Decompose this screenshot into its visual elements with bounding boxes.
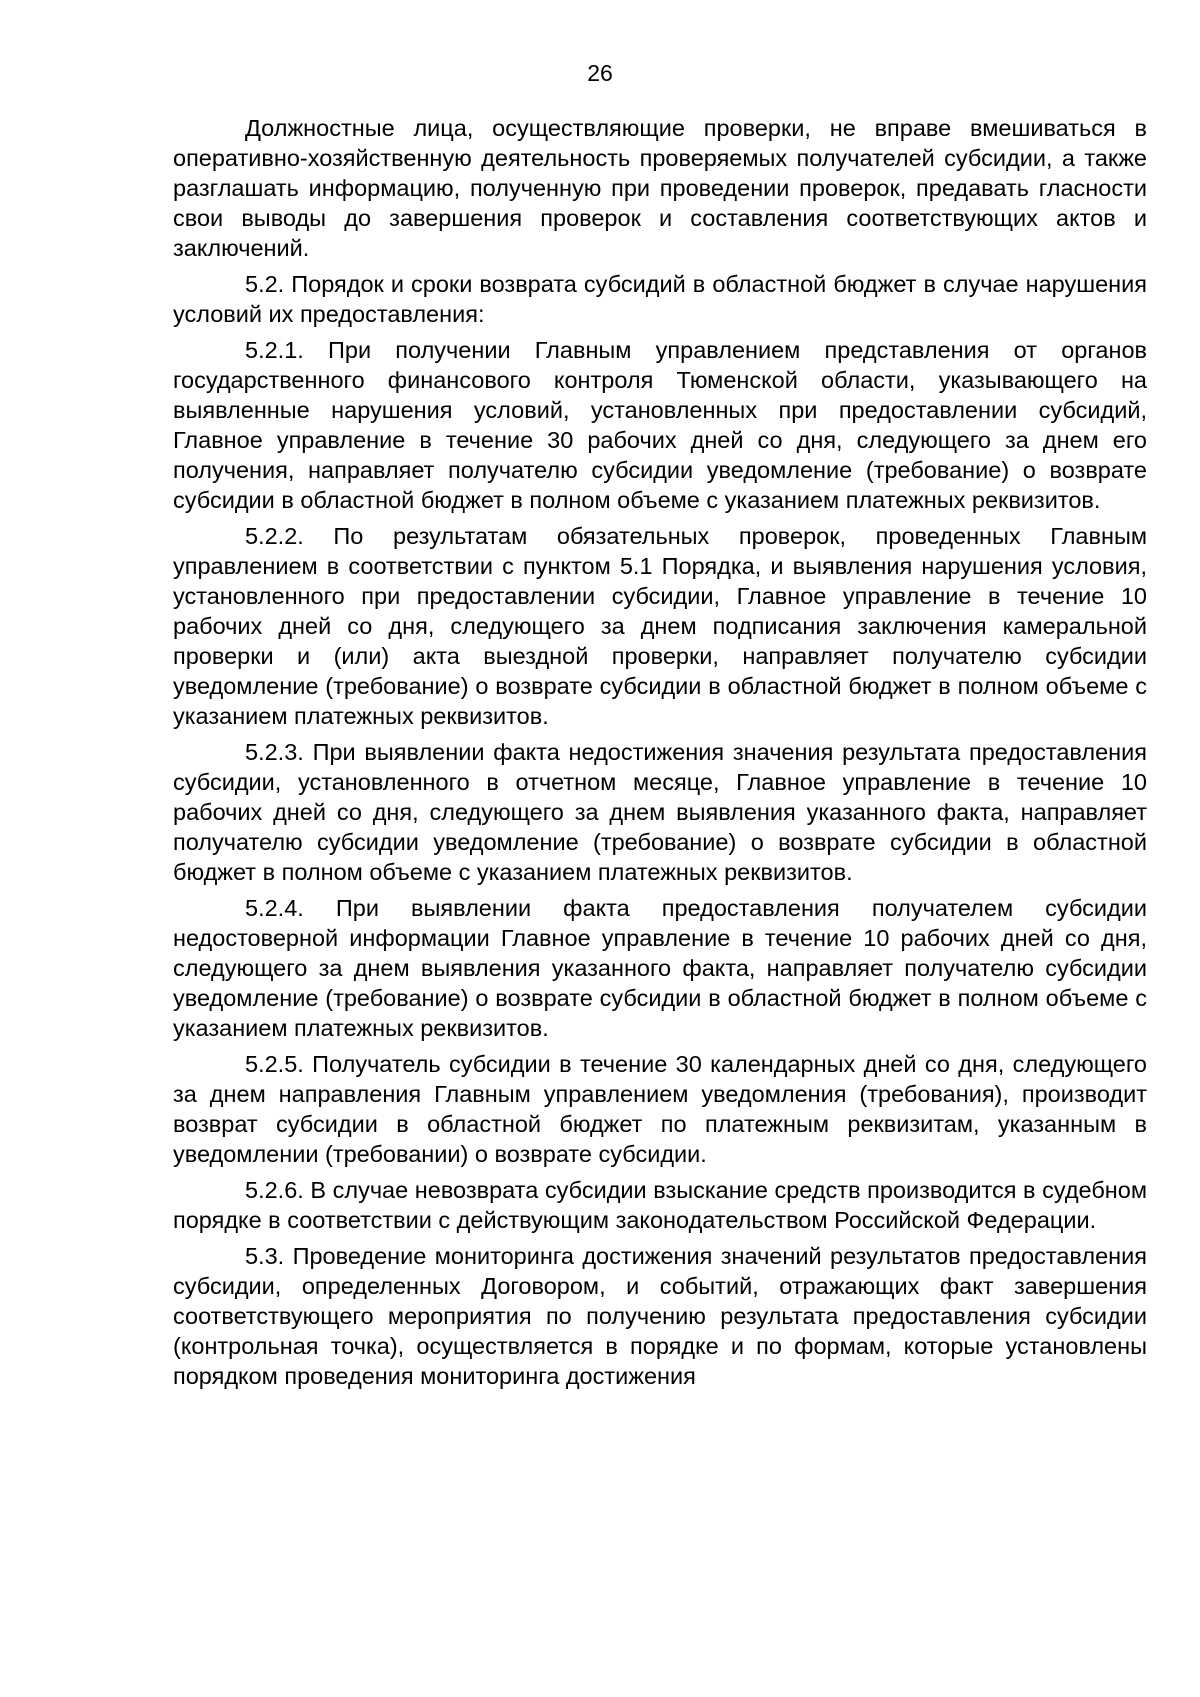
paragraph-5-3: 5.3. Проведение мониторинга достижения значений результатов предоставления субсидии, определенных Договором, и событий, отражающих факт завершения соответствующего мероприятия по получению результата предоставления субсидии (контрольная точка), осуществляется в порядке и по формам, которые установлены порядком проведения мониторинга достижения — [173, 1243, 1147, 1389]
paragraph-5-2-3: 5.2.3. При выявлении факта недостижения значения результата предоставления субсидии, установленного в отчетном месяце, Главное управление в течение 10 рабочих дней со дня, следующего за днем выявления указанного факта, направляет получателю субсидии уведомление (требование) о возврате субсидии в областной бюджет в полном объеме с указанием платежных реквизитов. — [173, 739, 1147, 885]
page-number: 26 — [587, 60, 613, 86]
paragraph-5-2-2: 5.2.2. По результатам обязательных проверок, проведенных Главным управлением в соответствии с пунктом 5.1 Порядка, и выявления нарушения условия, установленного при предоставлении субсидии, Главное управление в течение 10 рабочих дней со дня, следующего за днем подписания заключения камеральной проверки и (или) акта выездной проверки, направляет получателю субсидии уведомление (требование) о возврате субсидии в областной бюджет в полном объеме с указанием платежных реквизитов. — [173, 523, 1147, 729]
paragraph-5-2-1: 5.2.1. При получении Главным управлением представления от органов государственного финансового контроля Тюменской области, указывающего на выявленные нарушения условий, установленных при предоставлении субсидий, Главное управление в течение 30 рабочих дней со дня, следующего за днем его получения, направляет получателю субсидии уведомление (требование) о возврате субсидии в областной бюджет в полном объеме с указанием платежных реквизитов. — [173, 337, 1147, 513]
paragraph-officials-restrictions: Должностные лица, осуществляющие проверки, не вправе вмешиваться в оперативно-хозяйственную деятельность проверяемых получателей субсидии, а также разглашать информацию, полученную при проведении проверок, предавать гласности свои выводы до завершения проверок и составления соответствующих актов и заключений. — [173, 115, 1147, 261]
paragraph-5-2-5: 5.2.5. Получатель субсидии в течение 30 календарных дней со дня, следующего за днем направления Главным управлением уведомления (требования), производит возврат субсидии в областной бюджет по платежным реквизитам, указанным в уведомлении (требовании) о возврате субсидии. — [173, 1051, 1147, 1167]
paragraph-5-2: 5.2. Порядок и сроки возврата субсидий в областной бюджет в случае нарушения условий их предоставления: — [173, 271, 1147, 327]
document-body — [173, 113, 1147, 1397]
paragraph-5-2-4: 5.2.4. При выявлении факта предоставления получателем субсидии недостоверной информации Главное управление в течение 10 рабочих дней со дня, следующего за днем выявления указанного факта, направляет получателю субсидии уведомление (требование) о возврате субсидии в областной бюджет в полном объеме с указанием платежных реквизитов. — [173, 895, 1147, 1041]
paragraph-5-2-6: 5.2.6. В случае невозврата субсидии взыскание средств производится в судебном порядке в соответствии с действующим законодательством Российской Федерации. — [173, 1177, 1147, 1233]
